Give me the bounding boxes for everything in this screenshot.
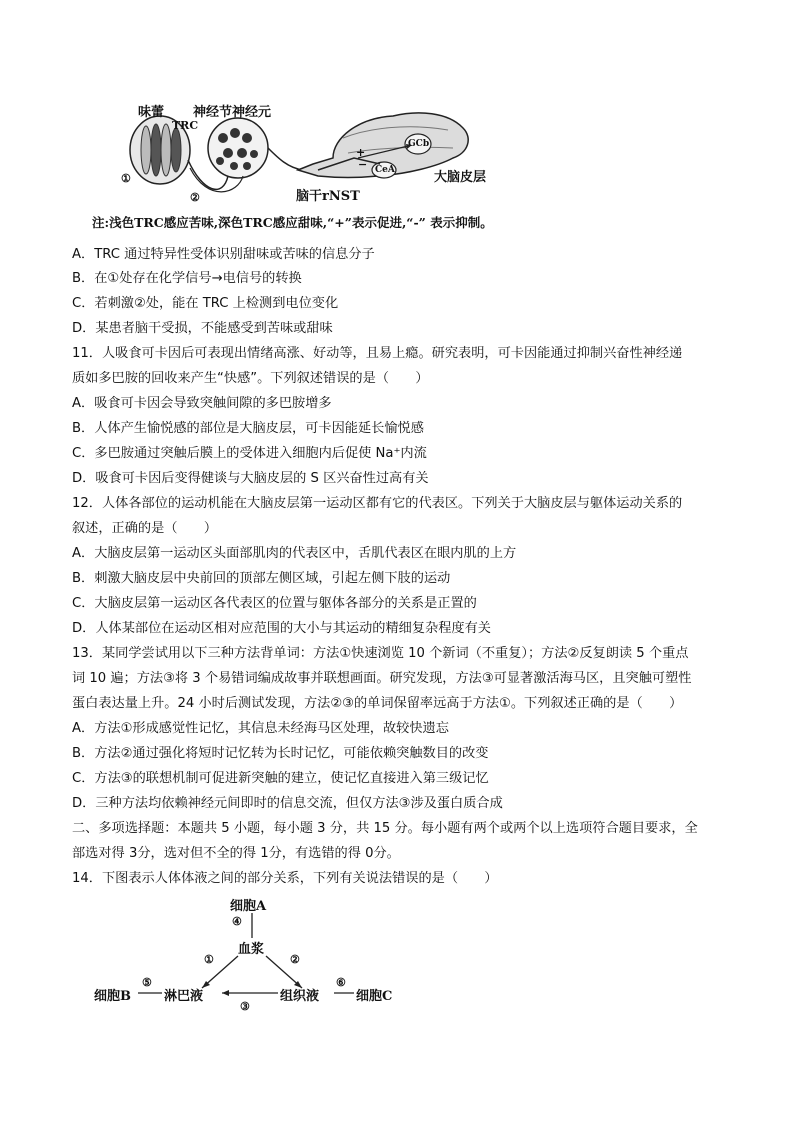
- text-line: D．吸食可卡因后变得健谈与大脑皮层的 S 区兴奋性过高有关: [72, 471, 429, 486]
- site-2-label: ②: [190, 191, 200, 204]
- text-line: 部选对得 3分，选对但不全的得 1分，有选错的得 0分。: [72, 846, 400, 861]
- path-6-label: ⑥: [336, 976, 346, 989]
- text-line: 13．某同学尝试用以下三种方法背单词：方法①快速浏览 10 个新词（不重复）；方法②反复朗读 5 个重点: [72, 646, 689, 661]
- plus-sign: +: [356, 146, 366, 159]
- trc-label: TRC: [172, 119, 199, 132]
- plasma-label: 血浆: [238, 942, 265, 957]
- text-line: B．在①处存在化学信号→电信号的转换: [72, 271, 302, 286]
- path-1-label: ①: [204, 953, 214, 966]
- text-line: A．大脑皮层第一运动区头面部肌肉的代表区中，舌肌代表区在眼内肌的上方: [72, 546, 517, 561]
- path-5-label: ⑤: [142, 976, 152, 989]
- tissue-fluid-label: 组织液: [280, 989, 320, 1004]
- taste-bud-label: 味蕾: [138, 105, 165, 120]
- text-line: C．多巴胺通过突触后膜上的受体进入细胞内后促使 Na⁺内流: [72, 446, 427, 461]
- text-line: B．方法②通过强化将短时记忆转为长时记忆，可能依赖突触数目的改变: [72, 746, 489, 761]
- text-line: 11．人吸食可卡因后可表现出情绪高涨、好动等，且易上瘾。研究表明，可卡因能通过抑制兴奋性神经递: [72, 346, 683, 361]
- cea-label: CeA: [375, 165, 395, 175]
- text-line: 质如多巴胺的回收来产生“快感”。下列叙述错误的是（ ）: [72, 371, 429, 386]
- cortex-label: 大脑皮层: [434, 170, 487, 185]
- ganglion-shape: [208, 118, 268, 178]
- text-line: 12．人体各部位的运动机能在大脑皮层第一运动区都有它的代表区。下列关于大脑皮层与躯体运动关系的: [72, 496, 683, 511]
- text-line: 蛋白表达量上升。24 小时后测试发现，方法②③的单词保留率远高于方法①。下列叙述正确的是（ ）: [72, 696, 683, 711]
- figure-note: 注:浅色TRC感应苦味,深色TRC感应甜味,“+”表示促进,“-” 表示抑制。: [92, 215, 493, 230]
- text-line: D．某患者脑干受损，不能感受到苦味或甜味: [72, 321, 333, 336]
- path-3-label: ③: [240, 1000, 250, 1013]
- text-line: C．方法③的联想机制可促进新突触的建立，使记忆直接进入第三级记忆: [72, 771, 489, 786]
- site-1-label: ①: [121, 172, 131, 185]
- lymph-label: 淋巴液: [164, 989, 204, 1004]
- gcb-label: GCb: [408, 139, 430, 149]
- cell-b-label: 细胞B: [94, 989, 131, 1004]
- path-2-label: ②: [290, 953, 300, 966]
- ganglion-label: 神经节神经元: [193, 105, 272, 120]
- cell-c-label: 细胞C: [356, 989, 393, 1004]
- text-line: B．刺激大脑皮层中央前回的顶部左侧区域，引起左侧下肢的运动: [72, 571, 451, 586]
- minus-sign: −: [358, 158, 368, 171]
- text-line: D．三种方法均依赖神经元间即时的信息交流，但仅方法③涉及蛋白质合成: [72, 796, 503, 811]
- text-line: C．若刺激②处，能在 TRC 上检测到电位变化: [72, 296, 339, 311]
- text-line: A．吸食可卡因会导致突触间隙的多巴胺增多: [72, 396, 332, 411]
- text-line: 二、多项选择题：本题共 5 小题，每小题 3 分，共 15 分。每小题有两个或两个以上选项符合题目要求，全: [72, 821, 698, 836]
- text-line: C．大脑皮层第一运动区各代表区的位置与躯体各部分的关系是正置的: [72, 596, 477, 611]
- cell-a-label: 细胞A: [230, 899, 267, 914]
- text-line: 叙述，正确的是（ ）: [72, 521, 218, 536]
- text-line: 14．下图表示人体体液之间的部分关系，下列有关说法错误的是（ ）: [72, 871, 498, 886]
- brainstem-label: 脑干rNST: [296, 189, 360, 204]
- text-line: B．人体产生愉悦感的部位是大脑皮层，可卡因能延长愉悦感: [72, 421, 424, 436]
- text-line: A．TRC 通过特异性受体识别甜味或苦味的信息分子: [72, 247, 375, 262]
- text-line: A．方法①形成感觉性记忆，其信息未经海马区处理，故较快遗忘: [72, 721, 449, 736]
- path-4-label: ④: [232, 915, 242, 928]
- text-line: D．人体某部位在运动区相对应范围的大小与其运动的精细复杂程度有关: [72, 621, 491, 636]
- text-line: 词 10 遍；方法③将 3 个易错词编成故事并联想画面。研究发现，方法③可显著激活海马区，且突触可塑性: [72, 671, 692, 686]
